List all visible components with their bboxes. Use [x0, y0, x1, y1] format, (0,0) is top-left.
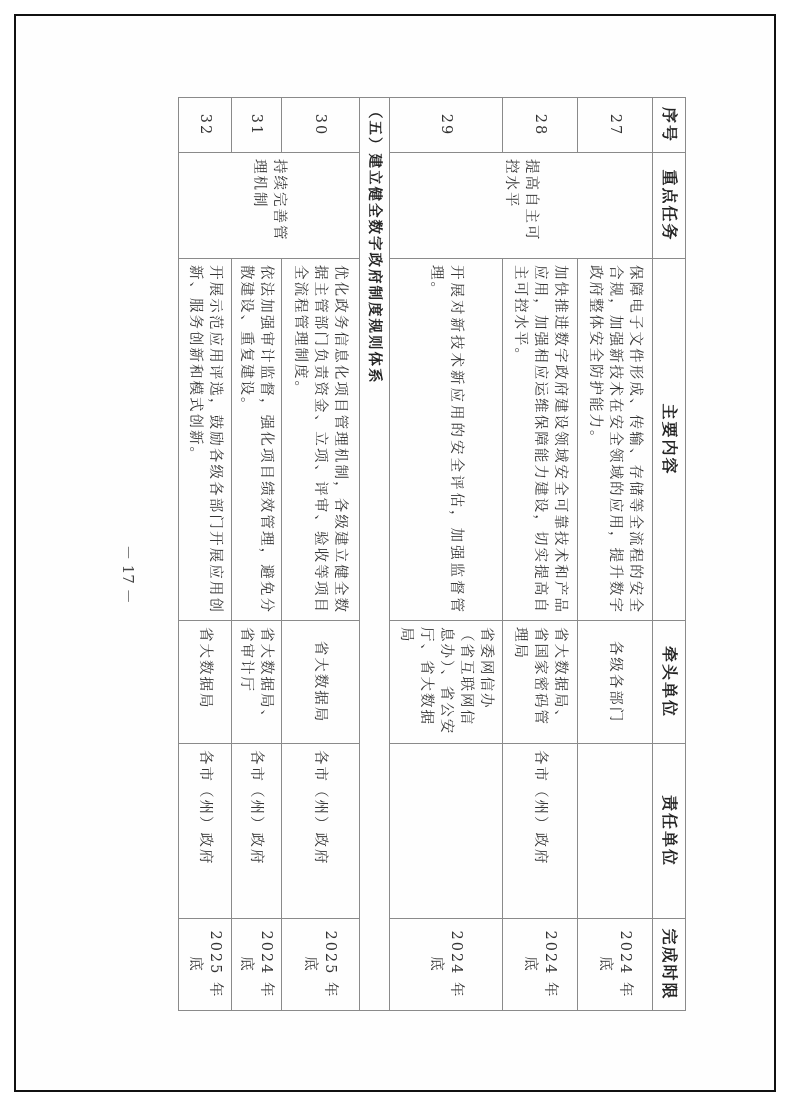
- section-title: （五）建立健全数字政府制度规则体系: [360, 98, 390, 1011]
- header-content: 主要内容: [653, 259, 686, 621]
- cell-no: 32: [179, 98, 232, 153]
- task-table: [178, 97, 686, 1011]
- header-lead: 牵头单位: [653, 621, 686, 744]
- cell-no: 29: [390, 98, 503, 153]
- cell-responsible: 各市（州）政府: [503, 744, 578, 919]
- cell-responsible: 各市（州）政府: [232, 744, 282, 919]
- cell-deadline: 2024 年底: [232, 919, 282, 1011]
- cell-lead: 省委网信办（省互联网信息办）、省公安厅、省大数据局: [390, 621, 503, 744]
- cell-content: 优化政务信息化项目管理机制，各级建立健全数据主管部门负责资金、立项、评审、验收等项目全流程管理制度。: [282, 259, 360, 621]
- cell-deadline: 2025 年底: [282, 919, 360, 1011]
- cell-lead: 省大数据局: [179, 621, 232, 744]
- cell-deadline: 2025 年底: [179, 919, 232, 1011]
- cell-task: 提高自主可控水平: [390, 153, 653, 259]
- page-number: － 17 －: [119, 545, 137, 604]
- cell-deadline: 2024 年底: [503, 919, 578, 1011]
- cell-content: 开展示范应用评选，鼓励各级各部门开展应用创新、服务创新和模式创新。: [179, 259, 232, 621]
- cell-content: 加快推进数字政府建设领域安全可靠技术和产品应用，加强相应运维保障能力建设，切实提高自主可控水平。: [503, 259, 578, 621]
- header-task: 重点任务: [653, 153, 686, 259]
- cell-no: 30: [282, 98, 360, 153]
- cell-lead: 省大数据局: [282, 621, 360, 744]
- cell-content: 依法加强审计监督，强化项目绩效管理，避免分散建设、重复建设。: [232, 259, 282, 621]
- cell-responsible: 各市（州）政府: [179, 744, 232, 919]
- cell-deadline: 2024 年底: [578, 919, 653, 1011]
- cell-lead: 各级各部门: [578, 621, 653, 744]
- cell-lead: 省大数据局、省国家密码管理局: [503, 621, 578, 744]
- cell-no: 31: [232, 98, 282, 153]
- cell-responsible: 各市（州）政府: [282, 744, 360, 919]
- cell-no: 28: [503, 98, 578, 153]
- header-deadline: 完成时限: [653, 919, 686, 1011]
- cell-deadline: 2024 年底: [390, 919, 503, 1011]
- cell-responsible: [390, 744, 503, 919]
- cell-responsible: [578, 744, 653, 919]
- header-row: [653, 98, 686, 1011]
- table-row: [282, 98, 360, 1011]
- cell-content: 开展对新技术新应用的安全评估，加强监督管理。: [390, 259, 503, 621]
- cell-no: 27: [578, 98, 653, 153]
- header-no: 序号: [653, 98, 686, 153]
- table-row: [578, 98, 653, 1011]
- cell-task: 持续完善管理机制: [179, 153, 360, 259]
- header-responsible: 责任单位: [653, 744, 686, 919]
- rotated-table-wrapper: [179, 97, 686, 1010]
- cell-lead: 省大数据局、省审计厅: [232, 621, 282, 744]
- cell-content: 保障电子文件形成、传输、存储等全流程的安全合规，加强新技术在安全领域的应用，提升数字政府整体安全防护能力。: [578, 259, 653, 621]
- section-row: [360, 98, 390, 1011]
